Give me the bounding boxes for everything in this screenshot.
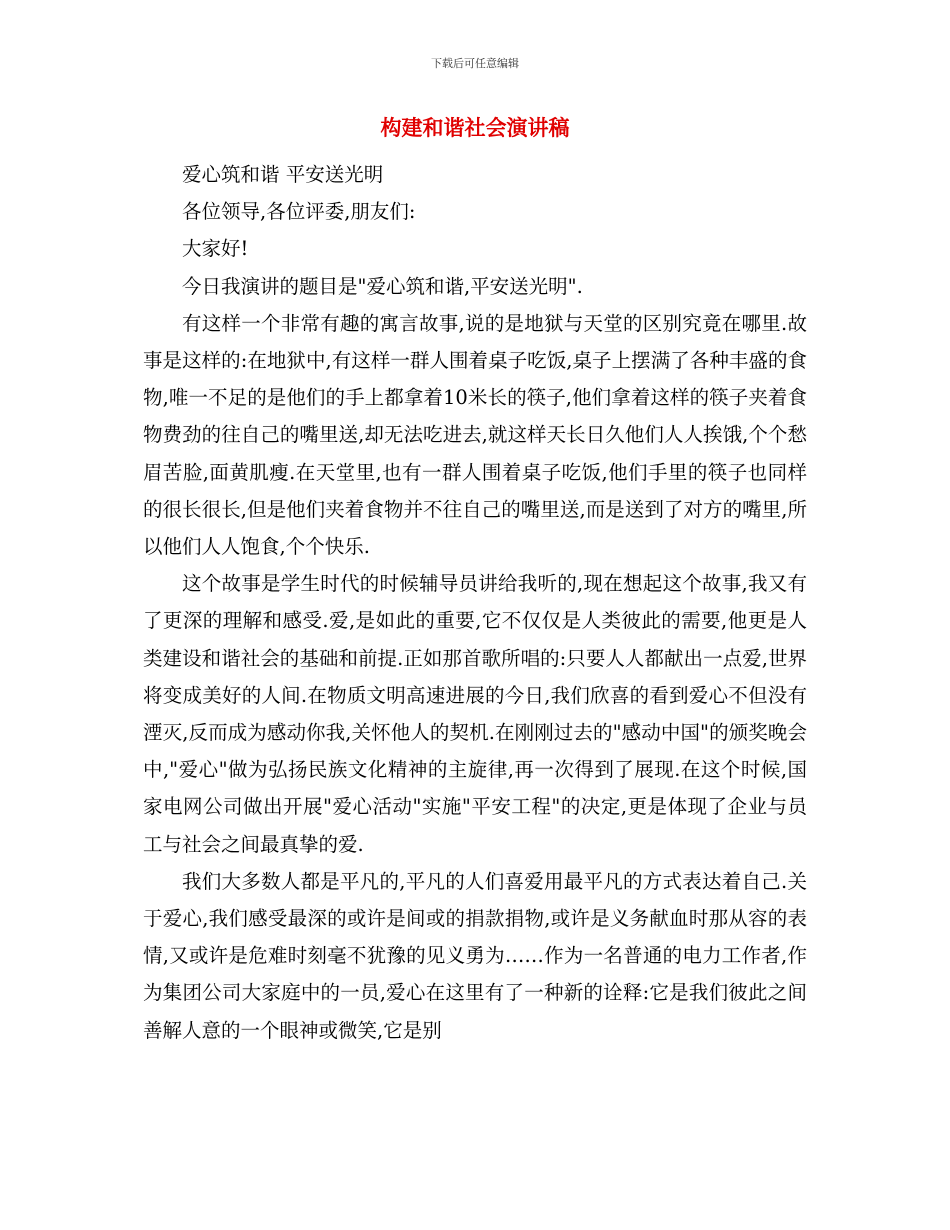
paragraph-topic: 今日我演讲的题目是"爱心筑和谐,平安送光明". xyxy=(182,274,583,298)
paragraph-salutation: 各位领导,各位评委,朋友们: xyxy=(182,200,416,224)
paragraph-story: 有这样一个非常有趣的寓言故事,说的是地狱与天堂的区别究竟在哪里.故事是这样的:在地狱中,有这样一群人围着桌子吃饭,桌子上摆满了各种丰盛的食物,唯一不足的是他们的手上都拿着10米长的筷子,他们拿着这样的筷子夹着食物费劲的往自己的嘴里送,却无法吃进去,就这样天长日久他们人人挨饿,个个愁眉苦脸,面黄肌瘦.在天堂里,也有一群人围着桌子吃饭,他们手里的筷子也同样的很长很长,但是他们夹着食物并不往自己的嘴里送,而是送到了对方的嘴里,所以他们人人饱食,个个快乐. xyxy=(143,311,807,559)
document-title: 构建和谐社会演讲稿 xyxy=(380,116,570,140)
paragraph-reflection: 这个故事是学生时代的时候辅导员讲给我听的,现在想起这个故事,我又有了更深的理解和感受.爱,是如此的重要,它不仅仅是人类彼此的需要,他更是人类建设和谐社会的基础和前提.正如那首歌所唱的:只要人人都献出一点爱,世界将变成美好的人间.在物质文明高速进展的今日,我们欣喜的看到爱心不但没有湮灭,反而成为感动你我,关怀他人的契机.在刚刚过去的"感动中国"的颁奖晚会中,"爱心"做为弘扬民族文化精神的主旋律,再一次得到了展现.在这个时候,国家电网公司做出开展"爱心活动"实施"平安工程"的决定,更是体现了企业与员工与社会之间最真挚的爱. xyxy=(143,572,807,856)
header-note: 下载后可任意编辑 xyxy=(431,57,519,70)
document-body xyxy=(143,156,807,1049)
paragraph-greeting: 大家好! xyxy=(182,237,249,261)
paragraph-ordinary-people: 我们大多数人都是平凡的,平凡的人们喜爱用最平凡的方式表达着自己.关于爱心,我们感受最深的或许是间或的捐款捐物,或许是义务献血时那从容的表情,又或许是危难时刻毫不犹豫的见义勇为……作为一名普通的电力工作者,作为集团公司大家庭中的一员,爱心在这里有了一种新的诠释:它是我们彼此之间善解人意的一个眼神或微笑,它是别 xyxy=(143,869,807,1042)
paragraph-subtitle: 爱心筑和谐 平安送光明 xyxy=(182,163,384,186)
